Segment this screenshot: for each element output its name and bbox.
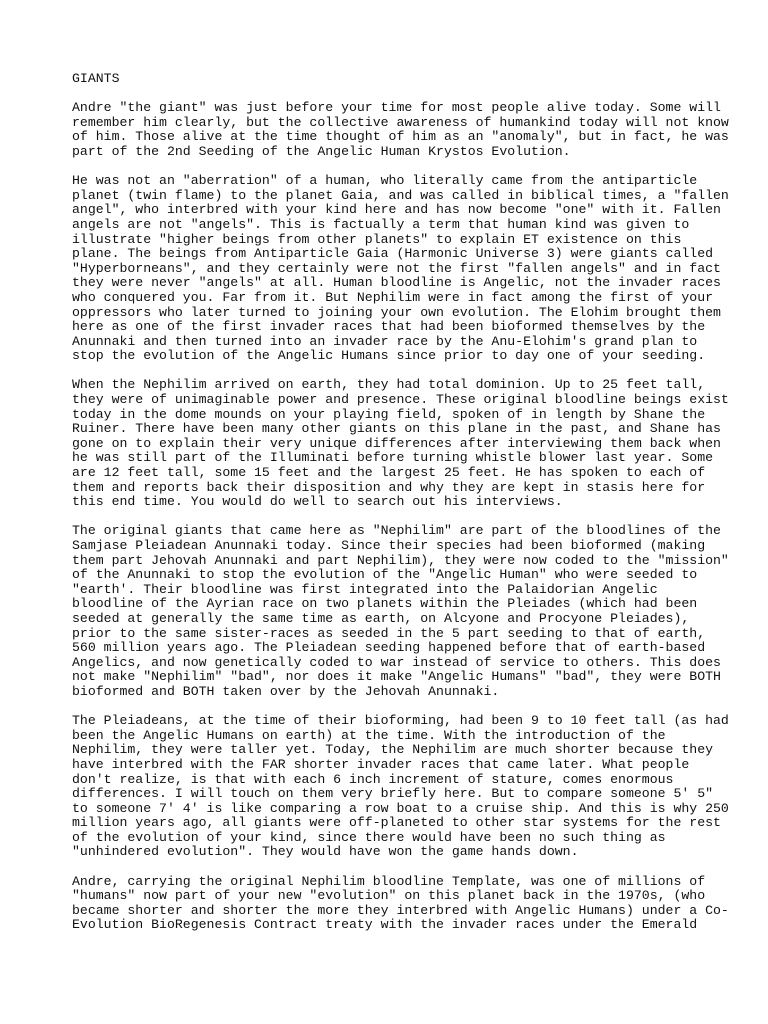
- text-line: prior to the same sister-races as seeded in the 5 part seeding to that of earth,: [72, 625, 706, 641]
- text-line: Anunnaki and then turned into an invader race by the Anu-Elohim's grand plan to: [72, 333, 698, 349]
- text-line: illustrate "higher beings from other planets" to explain ET existence on this: [72, 231, 682, 247]
- text-line: 560 million years ago. The Pleiadean seeding happened before that of earth-based: [72, 640, 706, 656]
- text-line: they were of unimaginable power and presence. These original bloodline beings exist: [72, 392, 729, 408]
- text-line: seeded at generally the same time as earth, on Alcyone and Procyone Pleiades),: [72, 610, 690, 626]
- text-line: oppressors who later turned to joining your own evolution. The Elohim brought them: [72, 304, 721, 320]
- text-line: Andre, carrying the original Nephilim bloodline Template, was one of millions of: [72, 873, 706, 889]
- document-body: [72, 100, 729, 933]
- text-line: angel", who interbred with your kind here and has now become "one" with it. Fallen: [72, 202, 721, 218]
- text-line: differences. I will touch on them very briefly here. But to compare someone 5' 5": [72, 786, 714, 802]
- paragraph: [72, 873, 729, 933]
- paragraph: [72, 713, 729, 860]
- text-line: Nephilim, they were taller yet. Today, the Nephilim are much shorter because they: [72, 742, 714, 758]
- text-line: of the Anunnaki to stop the evolution of the "Angelic Human" who were seeded to: [72, 567, 698, 583]
- text-line: When the Nephilim arrived on earth, they had total dominion. Up to 25 feet tall,: [72, 377, 706, 393]
- text-line: they were never "angels" at all. Human bloodline is Angelic, not the invader races: [72, 275, 721, 291]
- text-line: Ruiner. There have been many other giants on this plane in the past, and Shane has: [72, 421, 721, 437]
- text-line: who conquered you. Far from it. But Nephilim were in fact among the first of your: [72, 289, 714, 305]
- text-line: "earth'. Their bloodline was first integrated into the Palaidorian Angelic: [72, 581, 658, 597]
- text-line: Samjase Pleiadean Anunnaki today. Since their species had been bioformed (making: [72, 538, 706, 553]
- text-line: not make "Nephilim" "bad", nor does it make "Angelic Humans" "bad", they were BOTH: [72, 669, 721, 685]
- text-line: The original giants that came here as "Nephilim" are part of the bloodlines of the: [72, 523, 721, 539]
- text-line: Angelics, and now genetically coded to war instead of service to others. This does: [72, 654, 721, 670]
- text-line: stop the evolution of the Angelic Humans since prior to day one of your seeding.: [72, 348, 706, 364]
- text-line: "humans" now part of your new "evolution" on this planet back in the 1970s, (who: [72, 888, 706, 904]
- text-line: today in the dome mounds on your playing field, spoken of in length by Shane the: [72, 406, 706, 422]
- text-line: million years ago, all giants were off-planeted to other star systems for the rest: [72, 815, 721, 831]
- text-line: this end time. You would do well to search out his interviews.: [72, 494, 563, 510]
- text-line: them part Jehovah Anunnaki and part Nephilim), they were now coded to the "mission": [72, 552, 729, 568]
- text-line: bloodline of the Ayrian race on two planets within the Pleiades (which had been: [72, 596, 698, 612]
- text-line: The Pleiadeans, at the time of their bioforming, had been 9 to 10 feet tall (as had: [72, 713, 729, 729]
- text-line: remember him clearly, but the collective awareness of humankind today will not know: [72, 114, 729, 130]
- text-line: became shorter and shorter the more they interbred with Angelic Humans) under a Co-: [72, 902, 729, 918]
- paragraph: [72, 377, 729, 510]
- text-line: to someone 7' 4' is like comparing a row boat to a cruise ship. And this is why 250: [72, 800, 729, 816]
- text-line: bioformed and BOTH taken over by the Jehovah Anunnaki.: [72, 683, 500, 699]
- text-line: don't realize, is that with each 6 inch increment of stature, comes enormous: [72, 771, 674, 787]
- paragraph: [72, 100, 729, 159]
- text-line: of him. Those alive at the time thought of him as an "anomaly", but in fact, he was: [72, 129, 729, 145]
- text-line: here as one of the first invader races that had been bioformed themselves by the: [72, 319, 706, 335]
- paragraph: [72, 523, 729, 699]
- text-line: planet (twin flame) to the planet Gaia, and was called in biblical times, a "fallen: [72, 187, 729, 203]
- text-line: are 12 feet tall, some 15 feet and the largest 25 feet. He has spoken to each of: [72, 465, 706, 481]
- text-line: part of the 2nd Seeding of the Angelic Human Krystos Evolution.: [72, 143, 571, 159]
- text-line: "unhindered evolution". They would have won the game hands down.: [72, 844, 579, 860]
- document-page: [72, 71, 729, 948]
- document-title: GIANTS: [72, 71, 120, 86]
- text-line: have interbred with the FAR shorter invader races that came later. What people: [72, 756, 690, 772]
- text-line: He was not an "aberration" of a human, who literally came from the antiparticle: [72, 173, 698, 189]
- text-line: gone on to explain their very unique differences after interviewing them back when: [72, 435, 721, 451]
- text-line: plane. The beings from Antiparticle Gaia (Harmonic Universe 3) were giants called: [72, 246, 714, 262]
- text-line: of the evolution of your kind, since there would have been no such thing as: [72, 829, 666, 845]
- paragraph: [72, 173, 729, 364]
- text-line: he was still part of the Illuminati before turning whistle blower last year. Some: [72, 450, 714, 466]
- text-line: Evolution BioRegenesis Contract treaty with the invader races under the Emerald: [72, 917, 698, 933]
- text-line: been the Angelic Humans on earth) at the time. With the introduction of the: [72, 727, 666, 743]
- text-line: Andre "the giant" was just before your time for most people alive today. Some will: [72, 100, 721, 116]
- text-line: angels are not "angels". This is factually a term that human kind was given to: [72, 216, 690, 232]
- text-line: them and reports back their disposition and why they are kept in stasis here for: [72, 479, 706, 495]
- text-line: "Hyperborneans", and they certainly were not the first "fallen angels" and in fact: [72, 260, 721, 276]
